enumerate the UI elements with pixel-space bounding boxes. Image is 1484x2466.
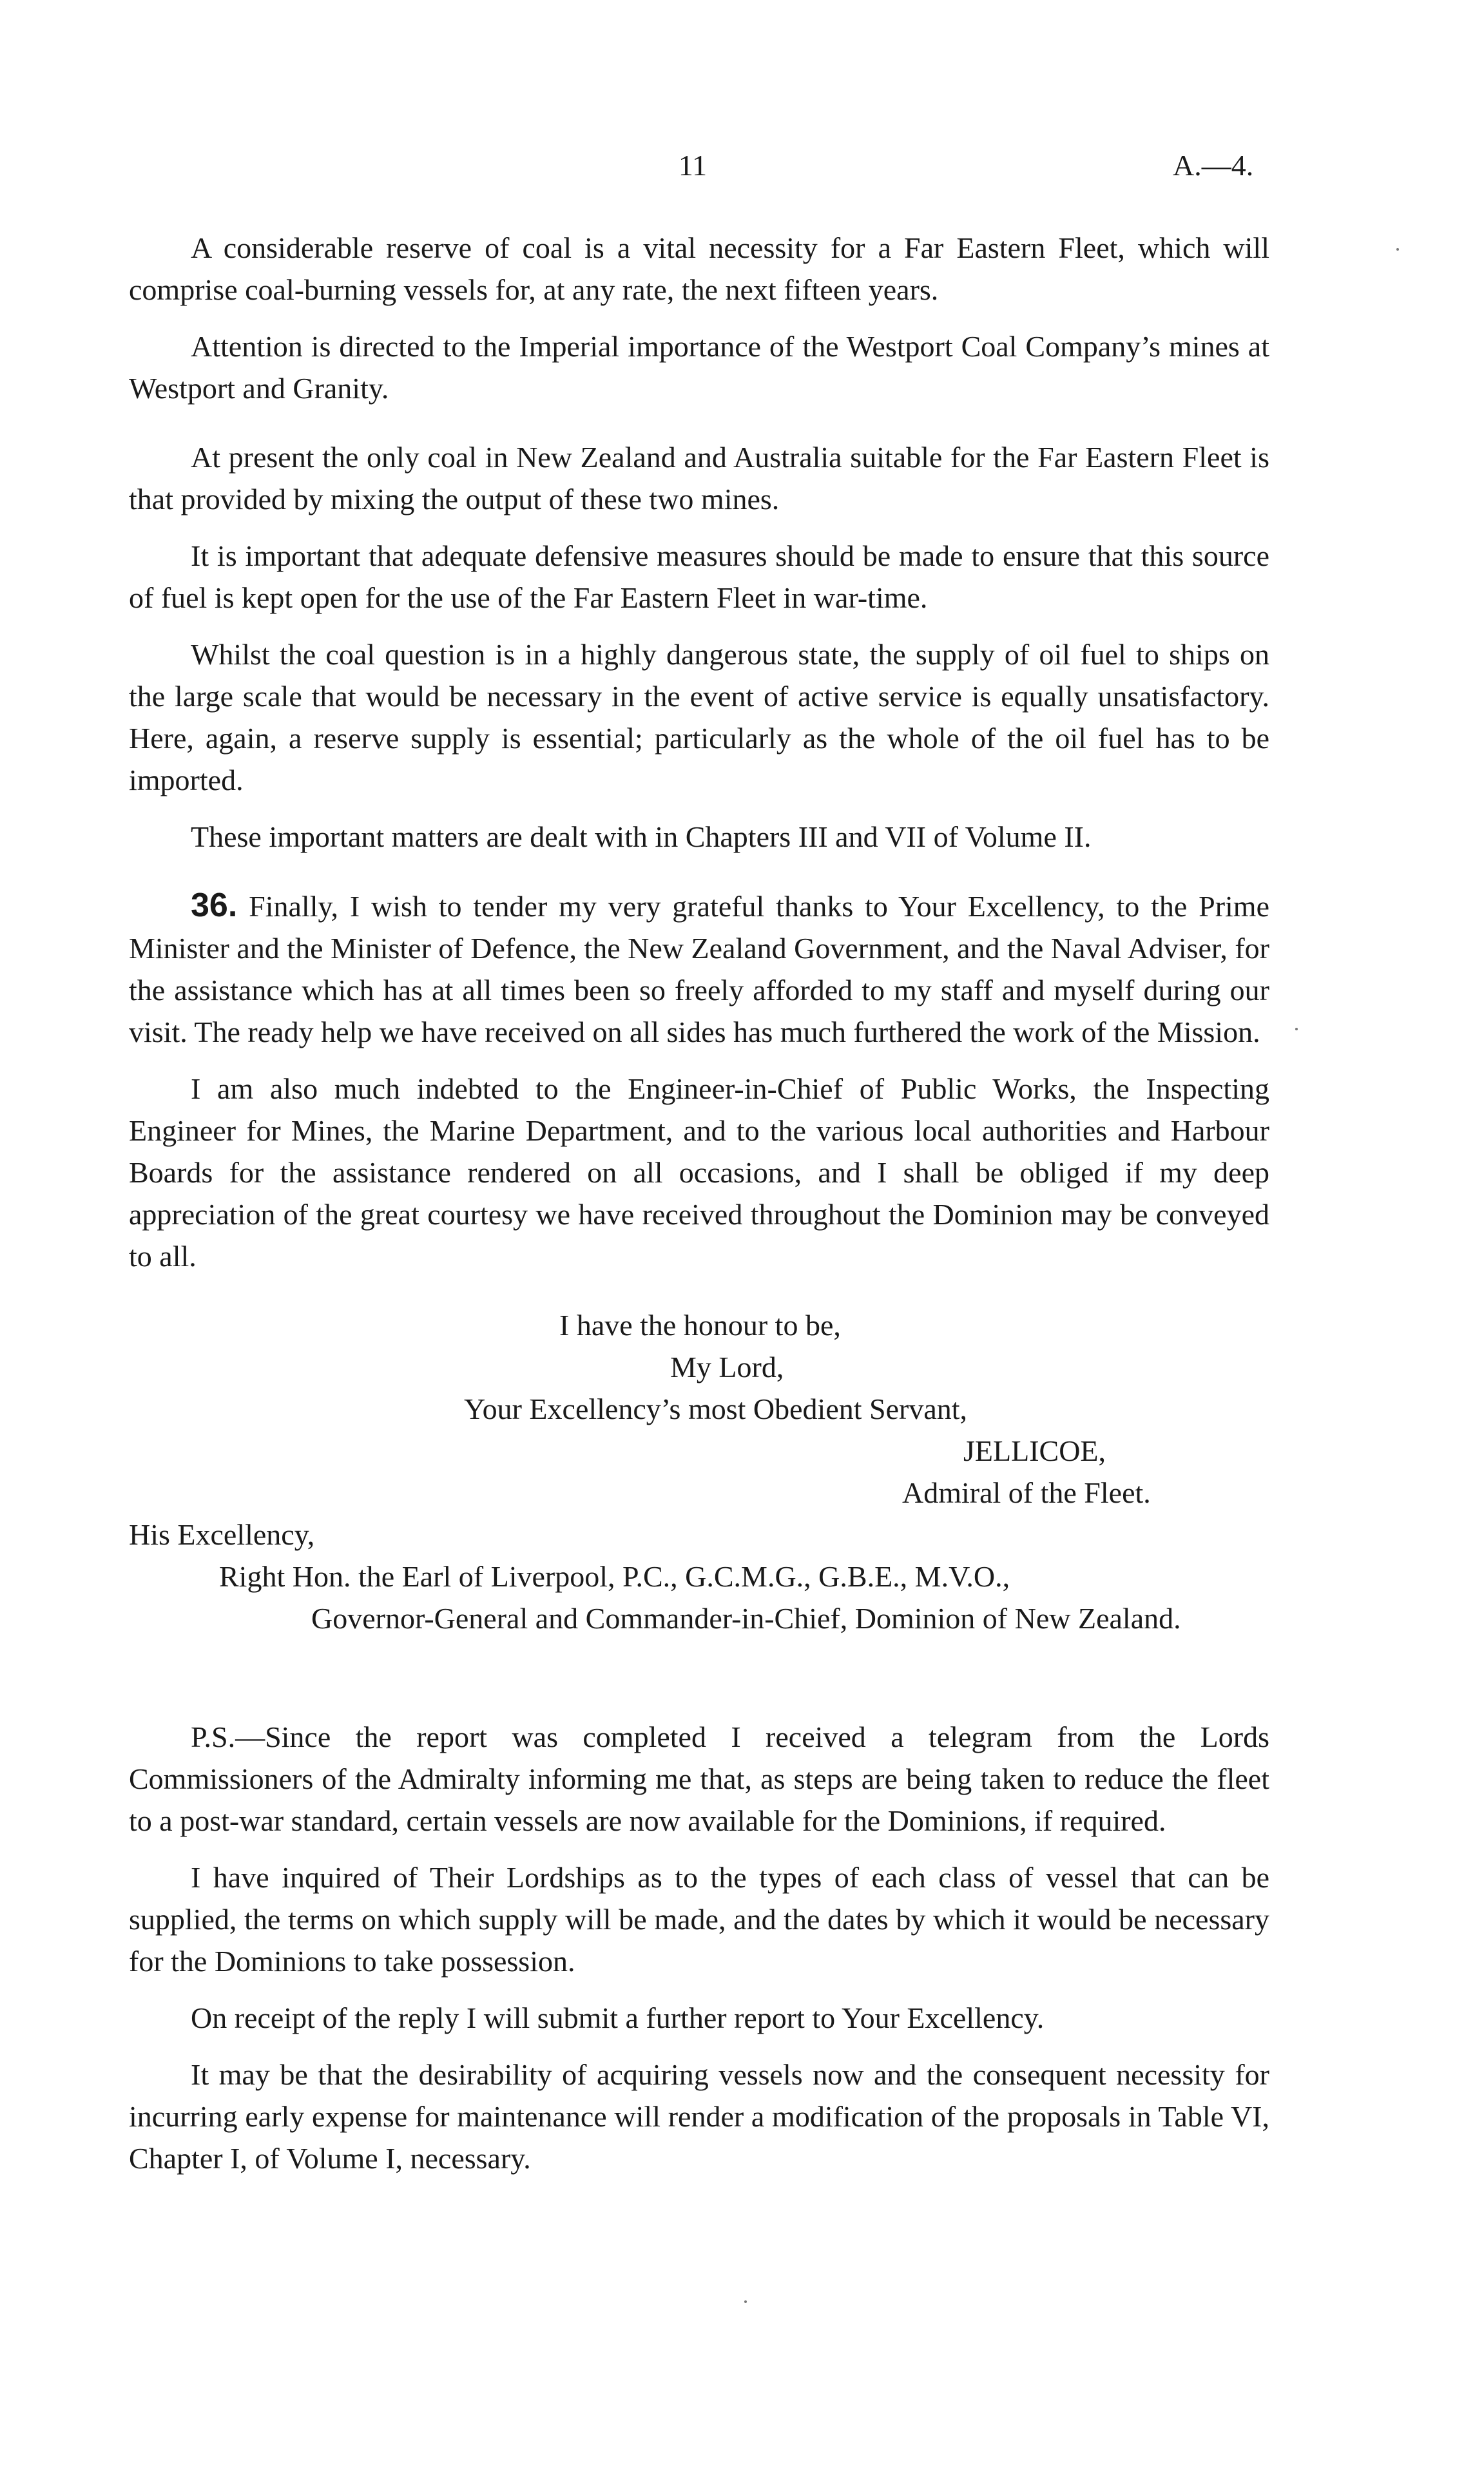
paragraph-indebted: I am also much indebted to the Engineer-in-Chief of Public Works, the Inspecting Engineer for Mines, the Marine Department, and to the various local authorities and Harbour Boards for the assistance rendered on all occasions, and I shall be obliged if my deep appreciation of the great courtesy we have received throughout the Dominion may be conveyed to all. — [129, 1072, 1269, 1273]
paragraph-chapters-reference: These important matters are dealt with in Chapters III and VII of Volume II. — [191, 820, 1092, 853]
addressee-name: Right Hon. the Earl of Liverpool, P.C., G.C.M.G., G.B.E., M.V.O., — [219, 1560, 1010, 1593]
paragraph-defensive-measures: It is important that adequate defensive measures should be made to ensure that this source of fuel is kept open for the use of the Far Eastern Fleet in war-time. — [129, 539, 1269, 614]
document-reference: A.—4. — [1173, 149, 1254, 182]
postscript-section — [129, 1716, 1269, 2194]
paragraph-oil-fuel: Whilst the coal question is in a highly dangerous state, the supply of oil fuel to ships on the large scale that would be necessary in the event of active service is equally unsatisfactory. Here, again, a reserve supply is essential; particularly as the whole of the oil fuel has to be imported. — [129, 638, 1269, 796]
postscript-telegram: P.S.—Since the report was completed I received a telegram from the Lords Commissioners of the Admiralty informing me that, as steps are being taken to reduce the fleet to a post-war standard, certain vessels are now available for the Dominions, if required. — [129, 1720, 1269, 1837]
closing-servant-line: Your Excellency’s most Obedient Servant, — [464, 1392, 968, 1425]
scan-speck — [744, 2300, 747, 2303]
page-number: 11 — [678, 149, 708, 182]
paragraph-36-text: Finally, I wish to tender my very grateful thanks to Your Excellency, to the Prime Minister and the Minister of Defence, the New Zealand Government, and the Naval Adviser, for the assistance which has at all times been so freely afforded to my staff and myself during our visit. The ready help we have received on all sides has much furthered the work of the Mission. — [129, 890, 1269, 1048]
postscript-further-report: On receipt of the reply I will submit a further report to Your Excellency. — [191, 2001, 1045, 2034]
closing-salutation: My Lord, — [670, 1351, 784, 1383]
body-section-coal — [129, 227, 1269, 1292]
paragraph-coal-reserve: A considerable reserve of coal is a vital necessity for a Far Eastern Fleet, which will comprise coal-burning vessels for, at any rate, the next fifteen years. — [129, 231, 1269, 306]
paragraph-number: 36. — [191, 887, 238, 924]
paragraph-coal-supply: At present the only coal in New Zealand and Australia suitable for the Far Eastern Fleet is that provided by mixing the output of these two mines. — [129, 441, 1269, 515]
postscript-inquiry: I have inquired of Their Lordships as to the types of each class of vessel that can be supplied, the terms on which supply will be made, and the dates by which it would be necessary for the Dominions to take possession. — [129, 1861, 1269, 1978]
addressee-office: Governor-General and Commander-in-Chief, Dominion of New Zealand. — [311, 1602, 1181, 1635]
scan-speck — [1295, 1028, 1298, 1030]
paragraph-westport: Attention is directed to the Imperial importance of the Westport Coal Company’s mines at Westport and Granity. — [129, 330, 1269, 405]
signatory-title: Admiral of the Fleet. — [902, 1476, 1151, 1509]
signatory-name: JELLICOE, — [963, 1434, 1106, 1467]
scan-speck — [1396, 248, 1399, 251]
paragraph-36 — [129, 885, 1269, 1053]
addressee-salutation: His Excellency, — [129, 1518, 315, 1551]
closing-honour-line: I have the honour to be, — [559, 1309, 841, 1342]
postscript-modification: It may be that the desirability of acquiring vessels now and the consequent necessity for incurring early expense for maintenance will render a modification of the proposals in Table VI, Chapter I, of Volume I, necessary. — [129, 2058, 1269, 2175]
